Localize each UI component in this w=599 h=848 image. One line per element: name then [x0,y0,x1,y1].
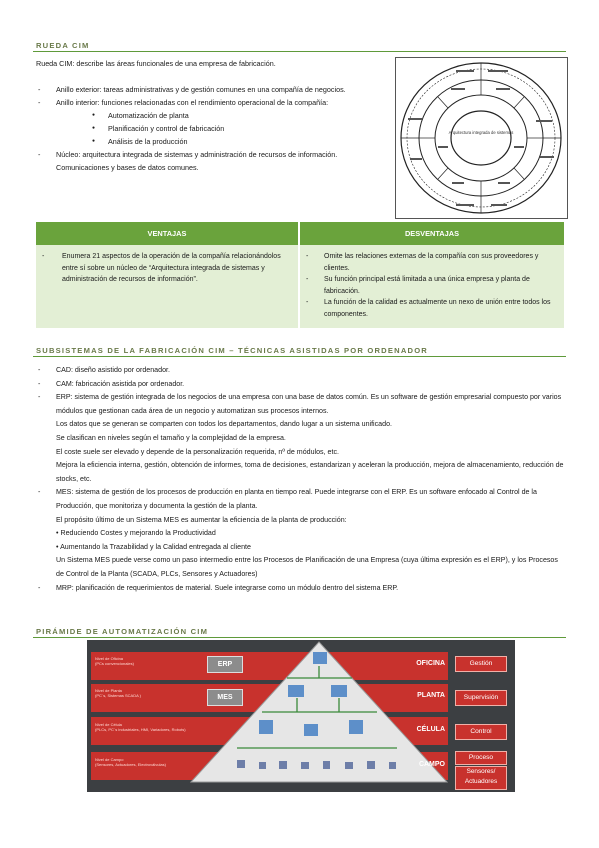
side-gestion: Gestión [455,656,507,672]
section-title-rueda: RUEDA CIM [36,41,90,50]
ventajas-header: VENTAJAS [36,222,298,245]
rueda-intro-label: Rueda CIM: [36,59,75,68]
mes-paragraph: • Aumentando la Trazabilidad y la Calidad entregada al cliente [56,542,251,551]
automation-pyramid-figure [87,640,515,792]
item-text: tareas administrativas y de gestión comunes en una compañía de negocios. [101,85,346,94]
desventajas-cell [300,245,564,328]
list-item-cam: - CAM: fabricación asistida por ordenador. [36,378,566,392]
mes-paragraph: Un Sistema MES puede verse como un paso intermedio entre los Procesos de Planificación de una Empresa (cuya última expresión es el ERP), y los Procesos de Control de la Planta (SCADA, PLCs, Sensores y Actuadores) [56,556,558,578]
level-desc-campo: Nivel de Campo (Sensores, Actuadores, Electroválvulas) [95,757,166,767]
sub-list-item: ● Análisis de la producción [92,135,391,148]
cim-wheel-image [396,58,567,218]
level-name-planta: PLANTA [417,692,445,699]
list-item [36,96,391,148]
rueda-intro-text: describe las áreas funcionales de una empresa de fabricación. [74,59,276,68]
section-title-piramide: PIRÁMIDE DE AUTOMATIZACIÓN CIM [36,627,209,636]
mes-paragraph: - MES: sistema de gestión de los procesos de producción en planta en tiempo real. Puede integrarse con el ERP. Es un software enfocado al Control de la Producción, que monitoriza y documenta la gestión de la planta. [56,488,537,510]
list-item: - Enumera 21 aspectos de la operación de la compañía relacionándolos entre sí sobre un núcleo de “Arquitectura integrada de sistemas y administración de recursos de información”. [40,251,282,286]
desventajas-header: DESVENTAJAS [300,222,564,245]
erp-paragraph: - ERP: sistema de gestión integrada de los negocios de una empresa con una base de datos común. Es un software de gestión empresarial compuesto por varios módulos que gestionan cada área de un negocio y automatizan sus procesos internos. [56,393,562,415]
list-item-mrp: - MRP: planificación de requerimientos de material. Suele integrarse como un módulo dentro del sistema ERP. [36,582,566,596]
level-desc-celula: Nivel de Célula (PLCs, PC´s industriales, HMI, Variadores, Robots) [95,722,186,732]
section-divider [33,356,566,357]
rueda-intro [36,57,391,70]
list-item: - Su función principal está limitada a una única empresa y planta de fabricación. [304,274,552,297]
wheel-center-label: Arquitectura integrada de sistemas [448,130,514,135]
mes-paragraph: El propósito último de un Sistema MES es aumentar la eficiencia de la planta de producción: [56,515,347,524]
erp-paragraph: Los datos que se generan se comparten con todos los departamentos, dando lugar a un sistema unificado. [56,420,392,429]
list-item-cad: - CAD: diseño asistido por ordenador. [36,364,566,378]
list-item [36,83,391,96]
ventajas-cell [36,245,298,328]
list-item: - Omite las relaciones externas de la compañía con sus proveedores y clientes. [304,251,552,274]
erp-tag: ERP [207,656,243,673]
list-item-mes [36,486,566,581]
level-name-oficina: OFICINA [416,660,445,667]
level-name-campo: CAMPO [418,761,445,768]
level-desc-oficina: Nivel de Oficina (PCs convencionales) [95,656,134,666]
subsistemas-text [36,364,566,595]
side-supervision: Supervisión [455,690,507,706]
cim-wheel-figure [395,57,568,219]
side-sensores-actuadores: Sensores/ Actuadores [455,766,507,790]
level-desc-planta: Nivel de Planta (PC´s, Sistemas SCADA ) [95,688,142,698]
side-proceso: Proceso [455,751,507,765]
list-item: - La función de la calidad es actualmente un nexo de unión entre todos los componentes. [304,297,552,320]
item-text: funciones relacionadas con el rendimiento operacional de la compañía: [99,98,329,107]
section-divider [33,51,566,52]
level-name-celula: CÉLULA [416,726,445,733]
section-divider [33,637,566,638]
item-label: Anillo interior: [56,98,100,107]
erp-paragraph: Se clasifican en niveles según el tamaño y la complejidad de la empresa. [56,433,286,442]
mes-paragraph: • Reduciendo Costes y mejorando la Productividad [56,529,216,538]
list-item-erp [36,391,566,486]
pros-cons-table [36,222,564,328]
section-title-subsistemas: SUBSISTEMAS DE LA FABRICACIÓN CIM – TÉCNICAS ASISTIDAS POR ORDENADOR [36,346,428,355]
erp-paragraph: Mejora la eficiencia interna, gestión, obtención de informes, toma de decisiones, estandarizan y aceleran la producción, mejora de almacenamiento, reducción de stocks, etc. [56,461,564,483]
rueda-text [36,57,391,174]
list-item [36,148,391,174]
sub-list-item: ● Automatización de planta [92,109,391,122]
mes-tag: MES [207,689,243,706]
item-label: Núcleo: [56,150,81,159]
sub-list-item: ● Planificación y control de fabricación [92,122,391,135]
side-control: Control [455,724,507,740]
item-label: Anillo exterior: [56,85,102,94]
item-text: arquitectura integrada de sistemas y administración de recursos de información. Comunicaciones y bases de datos comunes. [56,150,338,172]
erp-paragraph: El coste suele ser elevado y depende de la personalización requerida, nº de módulos, etc. [56,447,339,456]
